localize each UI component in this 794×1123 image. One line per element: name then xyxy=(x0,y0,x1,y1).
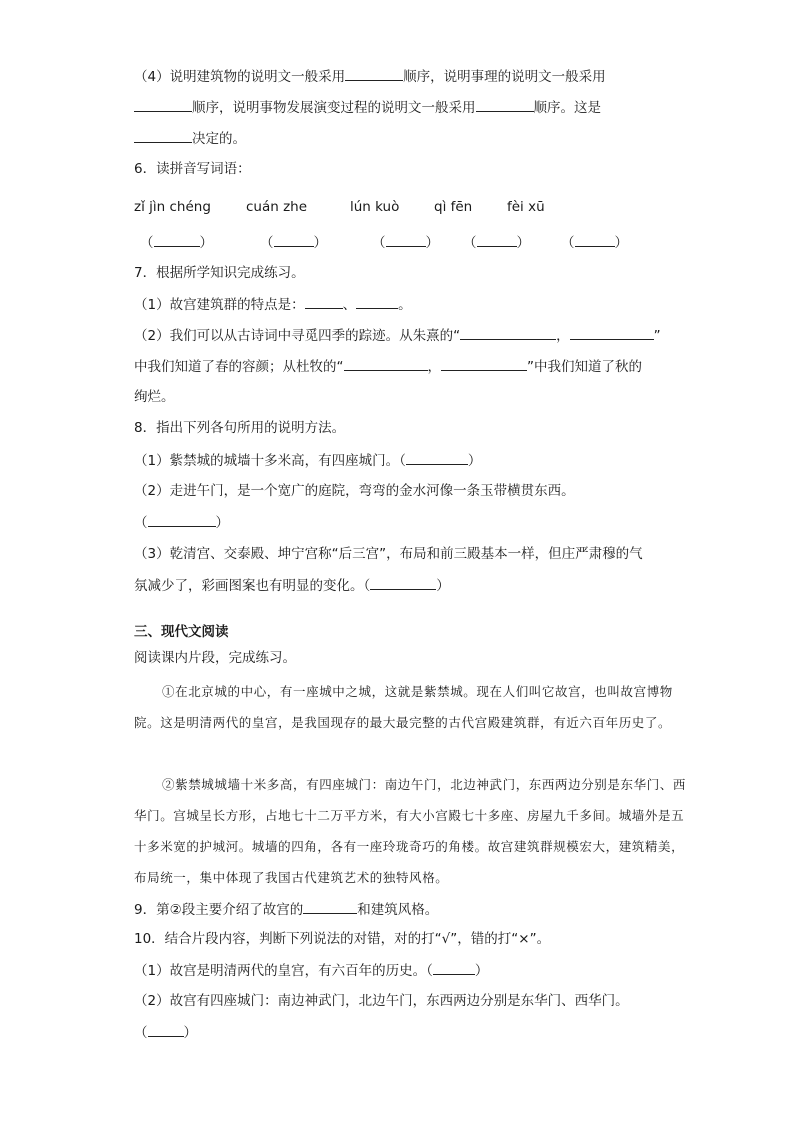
q8-s3-line1: （3）乾清宫、交泰殿、坤宁宫称“后三宫”，布局和前三殿基本一样，但庄严肃穆的气 xyxy=(134,546,643,562)
pinyin-5: fèi xū xyxy=(507,199,545,215)
answer-blank[interactable] xyxy=(433,960,475,975)
answer-blank[interactable] xyxy=(477,232,517,247)
q6-title: 6．读拼音写词语： xyxy=(134,161,251,177)
passage-paragraph-2: ②紫禁城城墙十米多高，有四座城门：南边午门，北边神武门，东西两边分别是东华门、西华门。宫城呈长方形，占地七十二万平方米，有大小宫殿七十多座、房屋九千多间。城墙外是五十多米宽的护城河。城墙的四角，各有一座玲珑奇巧的角楼。故宫建筑群规模宏大，建筑精美，布局统一，集中体现了我国古代建筑艺术的独特风格。 xyxy=(134,777,687,885)
answer-blank[interactable] xyxy=(305,294,343,309)
q5-4-text: 决定的。 xyxy=(192,131,246,147)
q7-sub2-line2 xyxy=(134,356,694,377)
q7-text: 、 xyxy=(342,297,357,313)
q8-text: （1）紫禁城的城墙十多米高，有四座城门。（ xyxy=(134,453,406,469)
q7-text: ， xyxy=(427,359,441,375)
section-intro: 阅读课内片段，完成练习。 xyxy=(134,650,296,666)
q5-4-line3 xyxy=(134,128,694,149)
pinyin-answer-5[interactable]: （ ） xyxy=(561,232,628,253)
q7-text: ， xyxy=(556,328,570,344)
q7-sub2-line1 xyxy=(134,325,694,346)
q9 xyxy=(134,899,694,920)
q5-4-text: 顺序，说明事物发展演变过程的说明文一般采用 xyxy=(192,100,476,116)
answer-blank[interactable] xyxy=(370,575,436,590)
q7-text: 。 xyxy=(398,297,412,313)
q10-title: 10．结合片段内容，判断下列说法的对错，对的打“√”，错的打“×”。 xyxy=(134,931,551,947)
pinyin-answer-1[interactable]: （ ） xyxy=(140,232,213,253)
answer-blank[interactable] xyxy=(460,325,556,340)
q10-s1 xyxy=(134,960,694,981)
pinyin-2: cuán zhe xyxy=(246,199,308,215)
answer-blank[interactable] xyxy=(441,356,527,371)
section-heading: 三、现代文阅读 xyxy=(134,624,229,640)
q7-text: ”中我们知道了秋的 xyxy=(527,359,642,375)
answer-blank[interactable] xyxy=(476,97,534,112)
q5-4-text: 顺序。这是 xyxy=(533,100,601,116)
answer-blank[interactable] xyxy=(570,325,654,340)
q9-text: 9．第②段主要介绍了故宫的 xyxy=(134,902,304,918)
q9-text: 和建筑风格。 xyxy=(357,902,439,918)
answer-blank[interactable] xyxy=(154,232,200,247)
answer-blank[interactable] xyxy=(345,66,403,81)
q7-text: （1）故宫建筑群的特点是： xyxy=(134,297,305,313)
answer-blank[interactable] xyxy=(575,232,615,247)
q7-text: 中我们知道了春的容颜；从杜牧的“ xyxy=(134,359,344,375)
q5-4-line1 xyxy=(134,66,694,87)
q7-text: ” xyxy=(653,328,661,344)
pinyin-answer-3[interactable]: （ ） xyxy=(372,232,439,253)
q10-s2: （2）故宫有四座城门：南边神武门，北边午门，东西两边分别是东华门、西华门。 xyxy=(134,993,629,1009)
pinyin-answer-4[interactable]: （ ） xyxy=(463,232,530,253)
answer-blank[interactable] xyxy=(356,294,398,309)
q8-s2: （2）走进午门，是一个宽广的庭院，弯弯的金水河像一条玉带横贯东西。 xyxy=(134,483,575,499)
q10-text: （ xyxy=(134,1025,148,1041)
pinyin-1: zǐ jìn chéng xyxy=(134,199,211,215)
answer-blank[interactable] xyxy=(134,128,192,143)
answer-blank[interactable] xyxy=(344,356,428,371)
q7-text: （2）我们可以从古诗词中寻觅四季的踪迹。从朱熹的“ xyxy=(134,328,461,344)
q8-title: 8．指出下列各句所用的说明方法。 xyxy=(134,420,346,436)
q5-4-line2 xyxy=(134,97,694,118)
answer-blank[interactable] xyxy=(274,232,314,247)
answer-blank[interactable] xyxy=(134,97,192,112)
q5-4-text: （4）说明建筑物的说明文一般采用 xyxy=(134,69,346,85)
q8-text: ） xyxy=(467,453,482,469)
pinyin-answer-2[interactable]: （ ） xyxy=(260,232,327,253)
passage-paragraph-1: ①在北京城的中心，有一座城中之城，这就是紫禁城。现在人们叫它故宫，也叫故宫博物院。这是明清两代的皇宫，是我国现存的最大最完整的古代宫殿建筑群，有近六百年历史了。 xyxy=(134,684,673,730)
answer-blank[interactable] xyxy=(148,512,216,527)
q8-text: （ xyxy=(134,515,148,531)
q8-s3-line2 xyxy=(134,575,694,596)
q10-s2-answer xyxy=(134,1022,694,1043)
q7-title: 7．根据所学知识完成练习。 xyxy=(134,265,305,281)
q10-text: ） xyxy=(183,1025,197,1041)
q8-text: ） xyxy=(215,515,229,531)
q8-text: 氛减少了，彩画图案也有明显的变化。（ xyxy=(134,578,371,594)
q5-4-text: 顺序，说明事理的说明文一般采用 xyxy=(403,69,606,85)
answer-blank[interactable] xyxy=(148,1022,184,1037)
q10-text: ） xyxy=(474,963,489,979)
q7-sub2-line3: 绚烂。 xyxy=(134,389,175,405)
pinyin-4: qì fēn xyxy=(434,199,473,215)
pinyin-3: lún kuò xyxy=(350,199,400,215)
q10-text: （1）故宫是明清两代的皇宫，有六百年的历史。（ xyxy=(134,963,433,979)
answer-blank[interactable] xyxy=(406,450,468,465)
answer-blank[interactable] xyxy=(303,899,357,914)
q7-sub1 xyxy=(134,294,694,315)
q8-s2-answer xyxy=(134,512,694,533)
answer-blank[interactable] xyxy=(386,232,426,247)
q8-s1 xyxy=(134,450,694,471)
q8-text: ） xyxy=(436,578,450,594)
